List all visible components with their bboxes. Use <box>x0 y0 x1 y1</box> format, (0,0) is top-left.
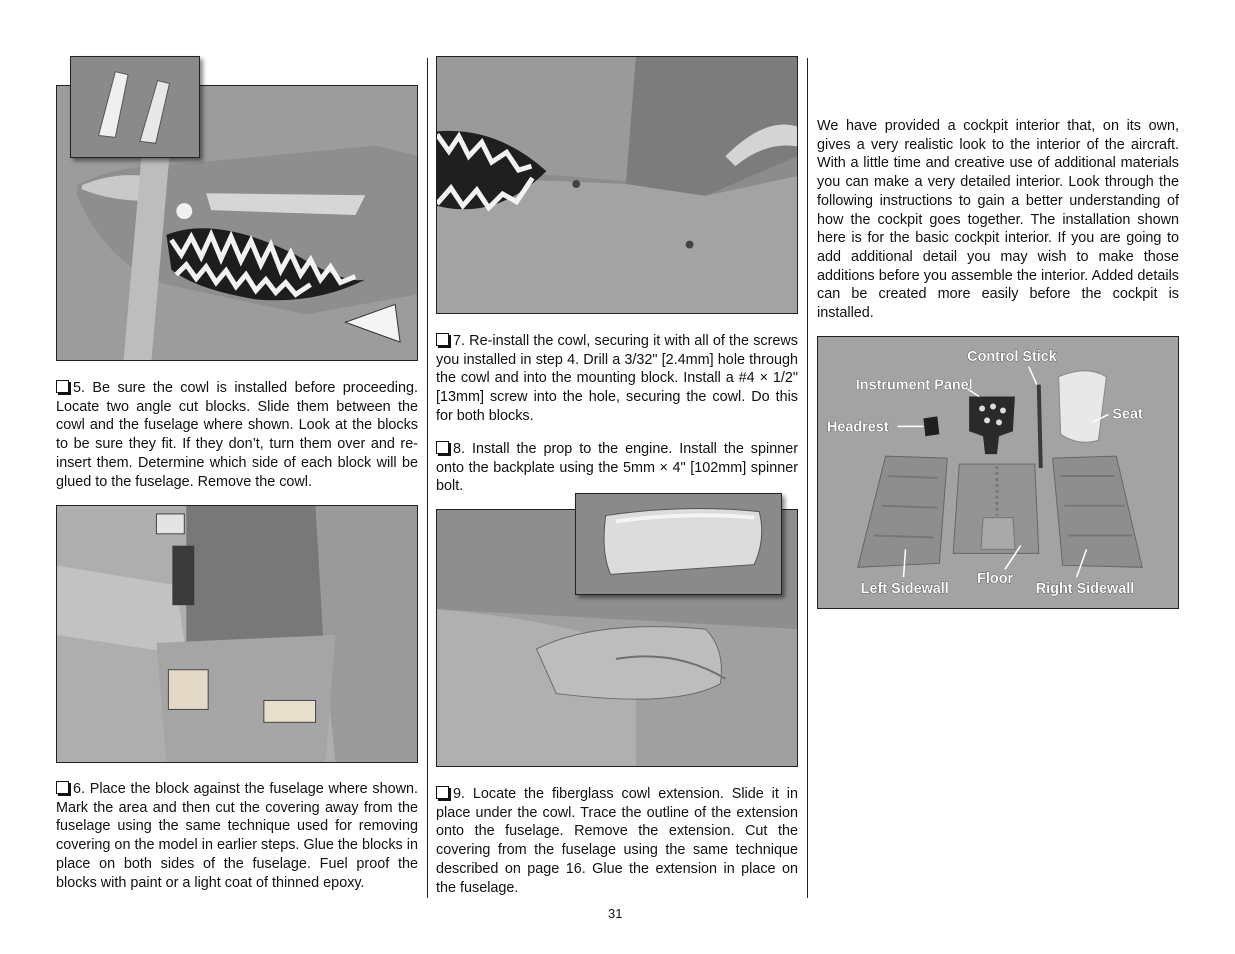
label-headrest: Headrest <box>826 419 889 436</box>
photo-block-on-fuselage <box>56 505 418 763</box>
step-6-text: 6. Place the block against the fuselage where shown. Mark the area and then cut the covering away from the fuselage using the same technique used for removing covering on the model in earlier steps. Glue the blocks in place on both sides of the fuselage. Fuel proof the blocks with paint or a light coat of thinned epoxy. <box>56 781 418 891</box>
column-divider-left <box>427 58 428 898</box>
cockpit-intro-text: We have provided a cockpit interior that, on its own, gives a very realistic look to the interior of the aircraft. With a little time and creative use of additional materials you can make a very detailed interior. Look through the following instructions to gain a better understanding of how the cockpit goes together. The installation shown here is for the basic cockpit interior. If you are going to add additional detail you may wish to make those additions before you assemble the interior. Added details can be created more easily before the cockpit is installed. <box>817 118 1179 322</box>
step-5-text: 5. Be sure the cowl is installed before proceeding. Locate two angle cut blocks. Slide them between the cowl and the fuselage where shown. Look at the blocks to be sure they fit. If they don’t, turn them over and re-insert them. Determine which side of each block will be glued to the fuselage. Remove the cowl. <box>56 380 418 490</box>
checkbox-step-8[interactable] <box>436 441 449 454</box>
label-floor: Floor <box>977 571 1014 588</box>
step-9-text: 9. Locate the fiberglass cowl extension. Slide it in place under the cowl. Trace the outline of the extension onto the fuselage. Remove the extension. Cut the covering from the fuselage using the same technique described on page 16. Glue the extension in place on the fuselage. <box>436 786 798 896</box>
label-right-sidewall: Right Sidewall <box>1035 581 1135 598</box>
photo-cockpit-parts <box>817 336 1179 609</box>
label-seat: Seat <box>1112 406 1143 423</box>
step-8-text: 8. Install the prop to the engine. Install the spinner onto the backplate using the 5mm × 4" [102mm] spinner bolt. <box>436 441 798 495</box>
label-control-stick: Control Stick <box>967 348 1057 365</box>
inset-fiberglass-extension <box>575 493 782 595</box>
inset-angle-blocks <box>70 56 200 158</box>
column-divider-right <box>807 58 808 898</box>
checkbox-step-7[interactable] <box>436 333 449 346</box>
checkbox-step-5[interactable] <box>56 380 69 393</box>
page-number: 31 <box>608 906 623 921</box>
checkbox-step-9[interactable] <box>436 786 449 799</box>
label-instrument-panel: Instrument Panel <box>855 377 973 394</box>
step-7-text: 7. Re-install the cowl, securing it with all of the screws you installed in step 4. Drill a 3/32" [2.4mm] hole through the cowl and into the mounting block. Install a #4 × 1/2" [13mm] screw into the hole, securing the cowl. Do this for both blocks. <box>436 333 798 424</box>
photo-cowl-reinstalled <box>436 56 798 314</box>
label-left-sidewall: Left Sidewall <box>860 581 949 598</box>
checkbox-step-6[interactable] <box>56 781 69 794</box>
